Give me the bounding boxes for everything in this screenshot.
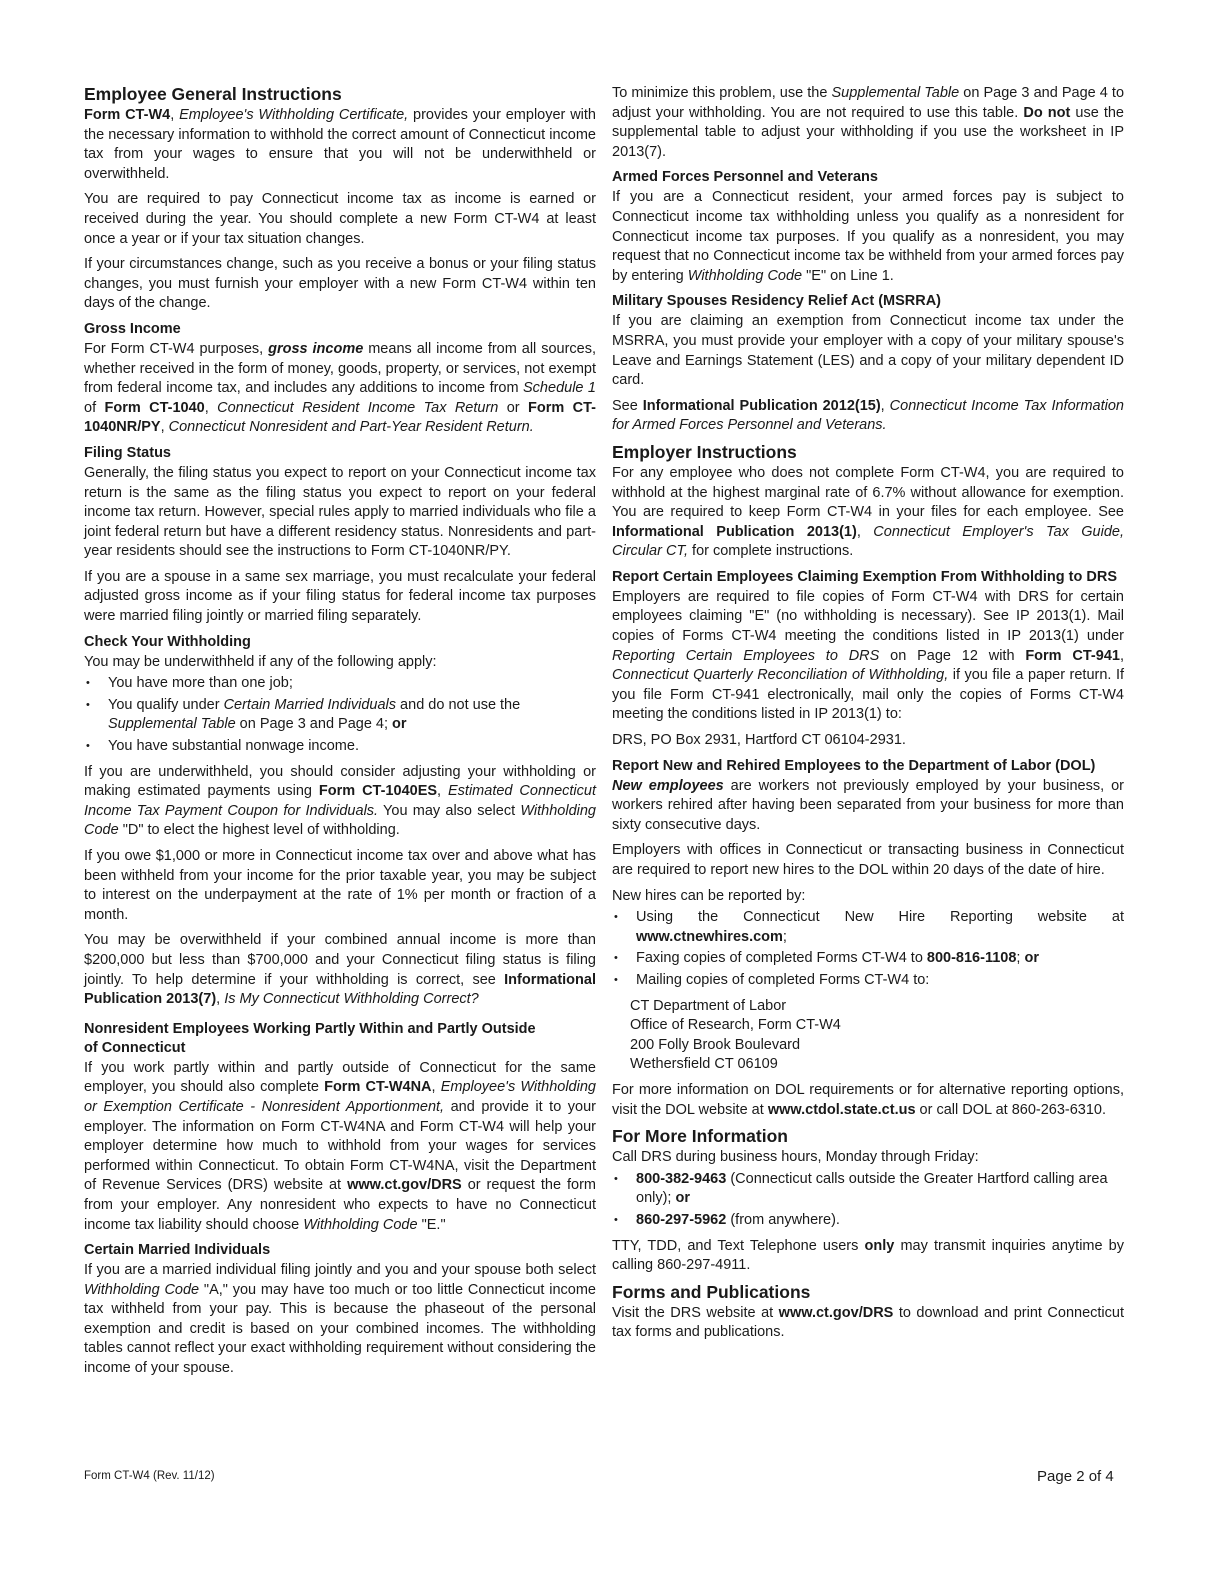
emphasis-text: Withholding Code <box>303 1216 418 1233</box>
emphasis-text: Estimated Connecticut Income Tax Payment Coupon for Individuals. <box>84 783 596 819</box>
emphasis-text: Informational Publication 2012(15) <box>642 397 881 414</box>
paragraph: You may be underwithheld if any of the following apply: <box>84 653 437 670</box>
form-revision-label: Form CT-W4 (Rev. 11/12) <box>84 1470 215 1482</box>
emphasis-text: Supplemental Table <box>831 85 960 101</box>
bullet-list <box>612 1170 1124 1231</box>
emphasis-text: Withholding Code <box>687 267 803 284</box>
bullet-list <box>84 674 596 756</box>
emphasis-text: only <box>864 1237 895 1254</box>
address-line: 200 Folly Brook Boulevard <box>630 1036 801 1053</box>
paragraph: If you work partly within and partly outside of Connecticut for the same employer, you should also complete Form CT-W4NA, Employee's Withholding or Exemption Certificate - Nonresident Apportionment, and provide it to your employer. The information on Form CT-W4NA and Form CT-W4 will help your employer determine how much to withhold from your wages for services performed within Connecticut. To obtain Form CT-W4NA, visit the Department of Revenue Services (DRS) website at www.ct.gov/DRS or request the form from your employer. Any nonresident who expects to have no Connecticut income tax liability should choose Withholding Code "E." <box>84 1059 597 1233</box>
paragraph: New hires can be reported by: <box>612 887 806 904</box>
left-column <box>84 84 596 1385</box>
paragraph: If you are claiming an exemption from Connecticut income tax under the MSRRA, you must provide your employer with a copy of your military spouse's Leave and Earnings Statement (LES) and a copy of your military dependent ID card. <box>612 313 1124 389</box>
list-item: • You have more than one job; <box>84 674 596 694</box>
emphasis-text: www.ctdol.state.ct.us <box>767 1101 916 1118</box>
paragraph: DRS, PO Box 2931, Hartford CT 06104-2931. <box>612 732 906 749</box>
emphasis-text: Informational Publication 2013(1) <box>612 523 857 540</box>
emphasis-text: Withholding Code <box>84 802 596 839</box>
address-line: Office of Research, Form CT-W4 <box>630 1017 841 1034</box>
section-heading: Employee General Instructions <box>84 84 342 104</box>
paragraph: Employers with offices in Connecticut or transacting business in Connecticut are required to report new hires to the DOL within 20 days of the date of hire. <box>612 842 1124 878</box>
emphasis-text: or <box>392 716 407 733</box>
list-item: • Faxing copies of completed Forms CT-W4 to 800-816-1108; or <box>612 949 1124 969</box>
emphasis-text: Form CT-W4 <box>84 107 171 123</box>
list-item: • You qualify under Certain Married Individuals and do not use the Supplemental Table on Page 3 and Page 4; or <box>84 696 596 735</box>
emphasis-text: Employee's Withholding Certificate, <box>179 107 409 123</box>
list-item: • Using the Connecticut New Hire Reporting website at www.ctnewhires.com; <box>612 908 1124 947</box>
paragraph: TTY, TDD, and Text Telephone users only may transmit inquiries anytime by calling 860-297-4911. <box>612 1237 1124 1274</box>
paragraph: Visit the DRS website at www.ct.gov/DRS to download and print Connecticut tax forms and publications. <box>612 1304 1124 1341</box>
paragraph: New employees are workers not previously employed by your business, or workers rehired after having been separated from your business for more than sixty consecutive days. <box>612 777 1124 833</box>
address-line: Wethersfield CT 06109 <box>630 1056 778 1073</box>
subsection-heading: Armed Forces Personnel and Veterans <box>612 169 878 186</box>
bullet-list <box>612 908 1124 990</box>
page-number: Page 2 of 4 <box>1037 1468 1114 1485</box>
address-line: CT Department of Labor <box>630 997 787 1014</box>
emphasis-text: Form CT-1040 <box>104 399 205 416</box>
list-item: • You have substantial nonwage income. <box>84 737 596 757</box>
emphasis-text: www.ct.gov/DRS <box>778 1304 894 1321</box>
emphasis-text: Informational Publication 2013(7) <box>84 971 596 1008</box>
emphasis-text: Connecticut Resident Income Tax Return <box>217 399 499 416</box>
emphasis-text: www.ct.gov/DRS <box>347 1177 462 1194</box>
emphasis-text: Form CT-1040NR/PY <box>84 399 596 436</box>
emphasis-text: Certain Married Individuals <box>223 696 397 713</box>
paragraph: For Form CT-W4 purposes, gross income means all income from all sources, whether received in the form of money, goods, property, or services, not exempt from federal income tax, and includes any additions to income from Schedule 1 of Form CT-1040, Connecticut Resident Income Tax Return or Form CT-1040NR/PY, Connecticut Nonresident and Part-Year Resident Return. <box>84 340 596 436</box>
list-item: • 860-297-5962 (from anywhere). <box>612 1211 1124 1231</box>
subsection-heading: Certain Married Individuals <box>84 1242 271 1259</box>
subsection-heading: Military Spouses Residency Relief Act (MSRRA) <box>612 293 942 310</box>
right-column <box>612 84 1124 1349</box>
paragraph: You are required to pay Connecticut income tax as income is earned or received during the year. You should complete a new Form CT-W4 at least once a year or if your tax situation changes. <box>84 191 596 247</box>
paragraph: If you are a spouse in a same sex marriage, you must recalculate your federal adjusted gross income as if your filing status for federal income tax purposes were married filing jointly or married filing separately. <box>84 568 596 625</box>
emphasis-text: Employee's Withholding or Exemption Certificate - Nonresident Apportionment, <box>84 1079 596 1115</box>
emphasis-text: Is My Connecticut Withholding Correct? <box>224 991 479 1008</box>
paragraph: See Informational Publication 2012(15), Connecticut Income Tax Information for Armed Forces Personnel and Veterans. <box>612 397 1124 434</box>
section-heading: Forms and Publications <box>612 1281 811 1302</box>
paragraph: To minimize this problem, use the Supplemental Table on Page 3 and Page 4 to adjust your withholding. You are not required to use this table. Do not use the supplemental table to adjust your withholding if you use the worksheet in IP 2013(7). <box>612 85 1125 160</box>
emphasis-text: Connecticut Quarterly Reconciliation of Withholding, <box>612 667 949 684</box>
list-item: • Mailing copies of completed Forms CT-W4 to: <box>612 971 1124 991</box>
list-item: • 800-382-9463 (Connecticut calls outside the Greater Hartford calling area only); or <box>612 1170 1124 1209</box>
emphasis-text: www.ctnewhires.com <box>636 928 783 945</box>
subsection-heading: Gross Income <box>84 320 181 337</box>
paragraph: For more information on DOL requirements or for alternative reporting options, visit the DOL website at www.ctdol.state.ct.us or call DOL at 860-263-6310. <box>612 1081 1124 1118</box>
emphasis-text: gross income <box>268 340 364 357</box>
paragraph: Employers are required to file copies of Form CT-W4 with DRS for certain employees claiming "E" (no withholding is necessary). See IP 2013(1). Mail copies of Forms CT-W4 meeting the conditions listed in IP 2013(1) under Reporting Certain Employees to DRS on Page 12 with Form CT-941, Connecticut Quarterly Reconciliation of Withholding, if you file a paper return. If you file Form CT-941 electronically, mail only the copies of Forms CT-W4 meeting the conditions listed in IP 2013(1) to: <box>612 588 1125 723</box>
paragraph: Call DRS during business hours, Monday through Friday: <box>612 1149 979 1166</box>
subsection-heading: Report New and Rehired Employees to the Department of Labor (DOL) <box>612 757 1096 774</box>
paragraph: For any employee who does not complete Form CT-W4, you are required to withhold at the highest marginal rate of 6.7% without allowance for exemption. You are required to keep Form CT-W4 in your files for each employee. See Informational Publication 2013(1), Connecticut Employer's Tax Guide, Circular CT, for complete instructions. <box>612 464 1124 560</box>
section-heading: For More Information <box>612 1126 788 1147</box>
emphasis-text: Connecticut Income Tax Information for Armed Forces Personnel and Veterans. <box>612 397 1124 434</box>
paragraph: You may be overwithheld if your combined annual income is more than $200,000 but less than $700,000 and your Connecticut filing status is filing jointly. To help determine if your withholding is correct, see Informational Publication 2013(7), Is My Connecticut Withholding Correct? <box>84 932 596 1008</box>
subsection-heading: Report Certain Employees Claiming Exemption From Withholding to DRS <box>612 568 1117 585</box>
emphasis-text: Form CT-941 <box>1025 647 1120 664</box>
emphasis-text: Withholding Code <box>84 1281 200 1298</box>
emphasis-text: Form CT-1040ES <box>318 783 438 800</box>
paragraph: If you are a married individual filing jointly and you and your spouse both select Withholding Code "A," you may have too much or too little Connecticut income tax withheld from your pay. This is because the phaseout of the personal exemption and credit is based on your combined incomes. The withholding tables cannot reflect your exact withholding requirement without considering the income of your spouse. <box>84 1262 596 1377</box>
emphasis-text: 800-382-9463 <box>636 1170 727 1187</box>
subsection-heading: Check Your Withholding <box>84 633 251 650</box>
paragraph: Generally, the filing status you expect to report on your Connecticut income tax return is the same as the filing status you expect to report on your federal income tax return. However, special rules apply to married individuals who file a joint federal return but have a different residency status. Nonresidents and part-year residents should see the instructions to Form CT-1040NR/PY. <box>84 464 596 560</box>
emphasis-text: 800-816-1108 <box>926 950 1017 967</box>
paragraph: If you are a Connecticut resident, your armed forces pay is subject to Connecticut income tax withholding unless you qualify as a nonresident for Connecticut income tax purposes. If you qualify as a nonresident, you may request that no Connecticut income tax be withheld from your armed forces pay by entering Withholding Code "E" on Line 1. <box>612 189 1124 284</box>
section-heading: Employer Instructions <box>612 441 797 462</box>
emphasis-text: Form CT-W4NA <box>324 1079 432 1096</box>
emphasis-text: Connecticut Employer's Tax Guide, Circular CT, <box>612 523 1124 560</box>
paragraph: If you owe $1,000 or more in Connecticut income tax over and above what has been withheld from your income for the prior taxable year, you may be subject to interest on the underpayment at the rate of 1% per month or fraction of a month. <box>84 848 596 923</box>
emphasis-text: Reporting Certain Employees to DRS <box>612 647 880 664</box>
emphasis-text: New employees <box>612 777 724 794</box>
emphasis-text: or <box>1024 950 1039 967</box>
emphasis-text: Connecticut Nonresident and Part-Year Resident Return. <box>168 419 534 436</box>
paragraph: Form CT-W4, Employee's Withholding Certificate, provides your employer with the necessary information to withhold the correct amount of Connecticut income tax from your wages to ensure that you will not be underwithheld or overwithheld. <box>84 107 596 182</box>
emphasis-text: or <box>675 1190 690 1207</box>
paragraph: If you are underwithheld, you should consider adjusting your withholding or making estimated payments using Form CT-1040ES, Estimated Connecticut Income Tax Payment Coupon for Individuals. You may also select Withholding Code "D" to elect the highest level of withholding. <box>84 763 596 839</box>
emphasis-text: Do not <box>1023 104 1071 121</box>
paragraph: If your circumstances change, such as you receive a bonus or your filing status changes, you must furnish your employer with a new Form CT-W4 within ten days of the change. <box>84 256 596 312</box>
mailing-address <box>612 997 1124 1075</box>
subsection-heading: Filing Status <box>84 444 171 461</box>
emphasis-text: 860-297-5962 <box>636 1211 727 1228</box>
emphasis-text: Supplemental Table <box>108 716 236 733</box>
emphasis-text: Schedule 1 <box>523 380 596 397</box>
subsection-heading: Nonresident Employees Working Partly Within and Partly Outside of Connecticut <box>84 1020 536 1056</box>
